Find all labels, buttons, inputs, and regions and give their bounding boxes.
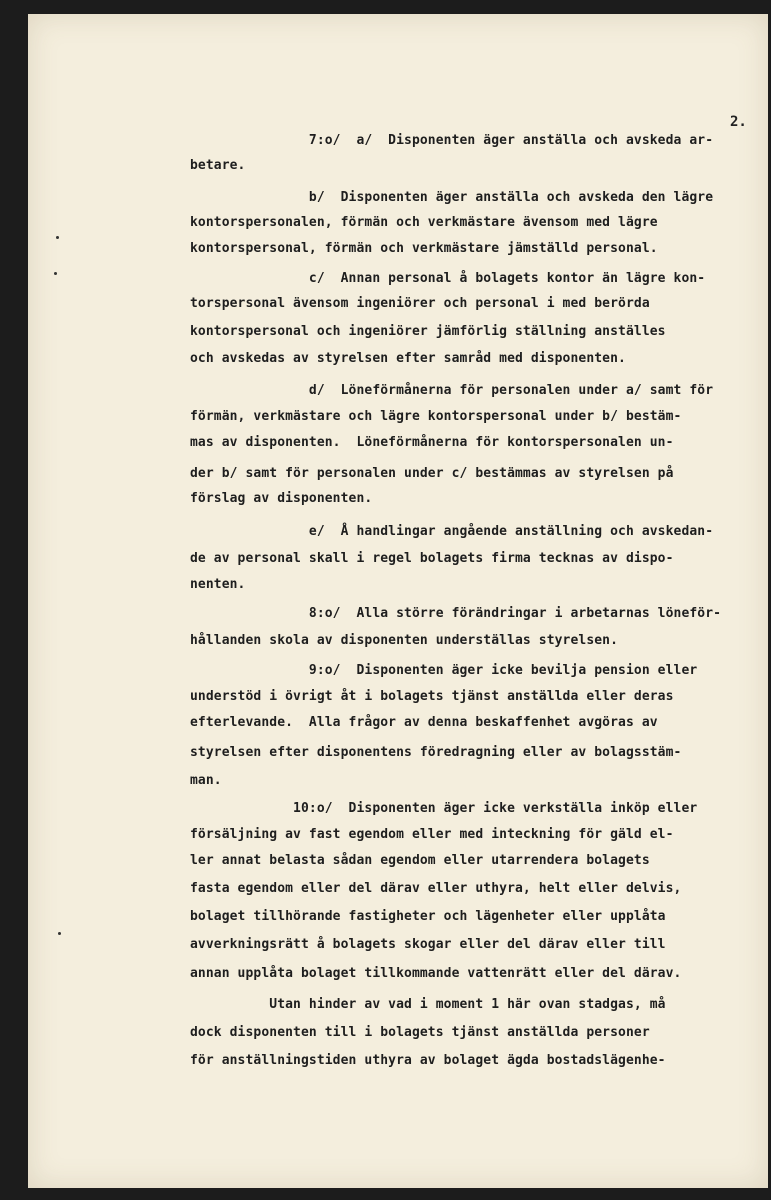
text-line: kontorspersonalen, förmän och verkmästare ävensom med lägre (190, 215, 658, 230)
text-line: för anställningstiden uthyra av bolaget ägda bostadslägenhe- (190, 1053, 666, 1068)
text-line: Utan hinder av vad i moment 1 här ovan stadgas, må (190, 997, 666, 1012)
text-line: avverkningsrätt å bolagets skogar eller del därav eller till (190, 937, 666, 952)
text-line: torspersonal ävensom ingeniörer och personal i med berörda (190, 296, 650, 311)
text-line: förmän, verkmästare och lägre kontorspersonal under b/ bestäm- (190, 409, 682, 424)
text-line: man. (190, 773, 222, 788)
text-line: dock disponenten till i bolagets tjänst anställda personer (190, 1025, 650, 1040)
text-line: förslag av disponenten. (190, 491, 373, 506)
text-line: styrelsen efter disponentens föredragning eller av bolagsstäm- (190, 745, 682, 760)
text-line: efterlevande. Alla frågor av denna beskaffenhet avgöras av (190, 715, 658, 730)
text-line: kontorspersonal och ingeniörer jämförlig ställning anställes (190, 324, 666, 339)
text-line: 9:o/ Disponenten äger icke bevilja pension eller (190, 663, 698, 678)
page-number: 2. (730, 114, 747, 130)
text-line: b/ Disponenten äger anställa och avskeda den lägre (190, 190, 714, 205)
text-line: 8:o/ Alla större förändringar i arbetarnas löneför- (190, 606, 722, 621)
text-line: hållanden skola av disponenten underställas styrelsen. (190, 633, 619, 648)
text-line: der b/ samt för personalen under c/ bestämmas av styrelsen på (190, 466, 674, 481)
text-line: 7:o/ a/ Disponenten äger anställa och avskeda ar- (190, 133, 714, 148)
text-line: betare. (190, 158, 246, 173)
text-line: e/ Å handlingar angående anställning och avskedan- (190, 524, 714, 539)
text-line: nenten. (190, 577, 246, 592)
text-line: kontorspersonal, förmän och verkmästare jämställd personal. (190, 241, 658, 256)
text-line: 10:o/ Disponenten äger icke verkställa inköp eller (190, 801, 698, 816)
text-line: och avskedas av styrelsen efter samråd med disponenten. (190, 351, 626, 366)
text-line: d/ Löneförmånerna för personalen under a/ samt för (190, 383, 714, 398)
text-line: annan upplåta bolaget tillkommande vattenrätt eller del därav. (190, 966, 682, 981)
margin-mark (56, 236, 59, 239)
margin-mark (54, 272, 57, 275)
text-line: c/ Annan personal å bolagets kontor än lägre kon- (190, 271, 706, 286)
margin-mark (58, 932, 61, 935)
text-line: de av personal skall i regel bolagets firma tecknas av dispo- (190, 551, 674, 566)
text-line: understöd i övrigt åt i bolagets tjänst anställda eller deras (190, 689, 674, 704)
document-page (28, 14, 768, 1188)
text-line: ler annat belasta sådan egendom eller utarrendera bolagets (190, 853, 650, 868)
text-line: bolaget tillhörande fastigheter och lägenheter eller upplåta (190, 909, 666, 924)
text-line: försäljning av fast egendom eller med inteckning för gäld el- (190, 827, 674, 842)
text-line: mas av disponenten. Löneförmånerna för kontorspersonalen un- (190, 435, 674, 450)
text-line: fasta egendom eller del därav eller uthyra, helt eller delvis, (190, 881, 682, 896)
